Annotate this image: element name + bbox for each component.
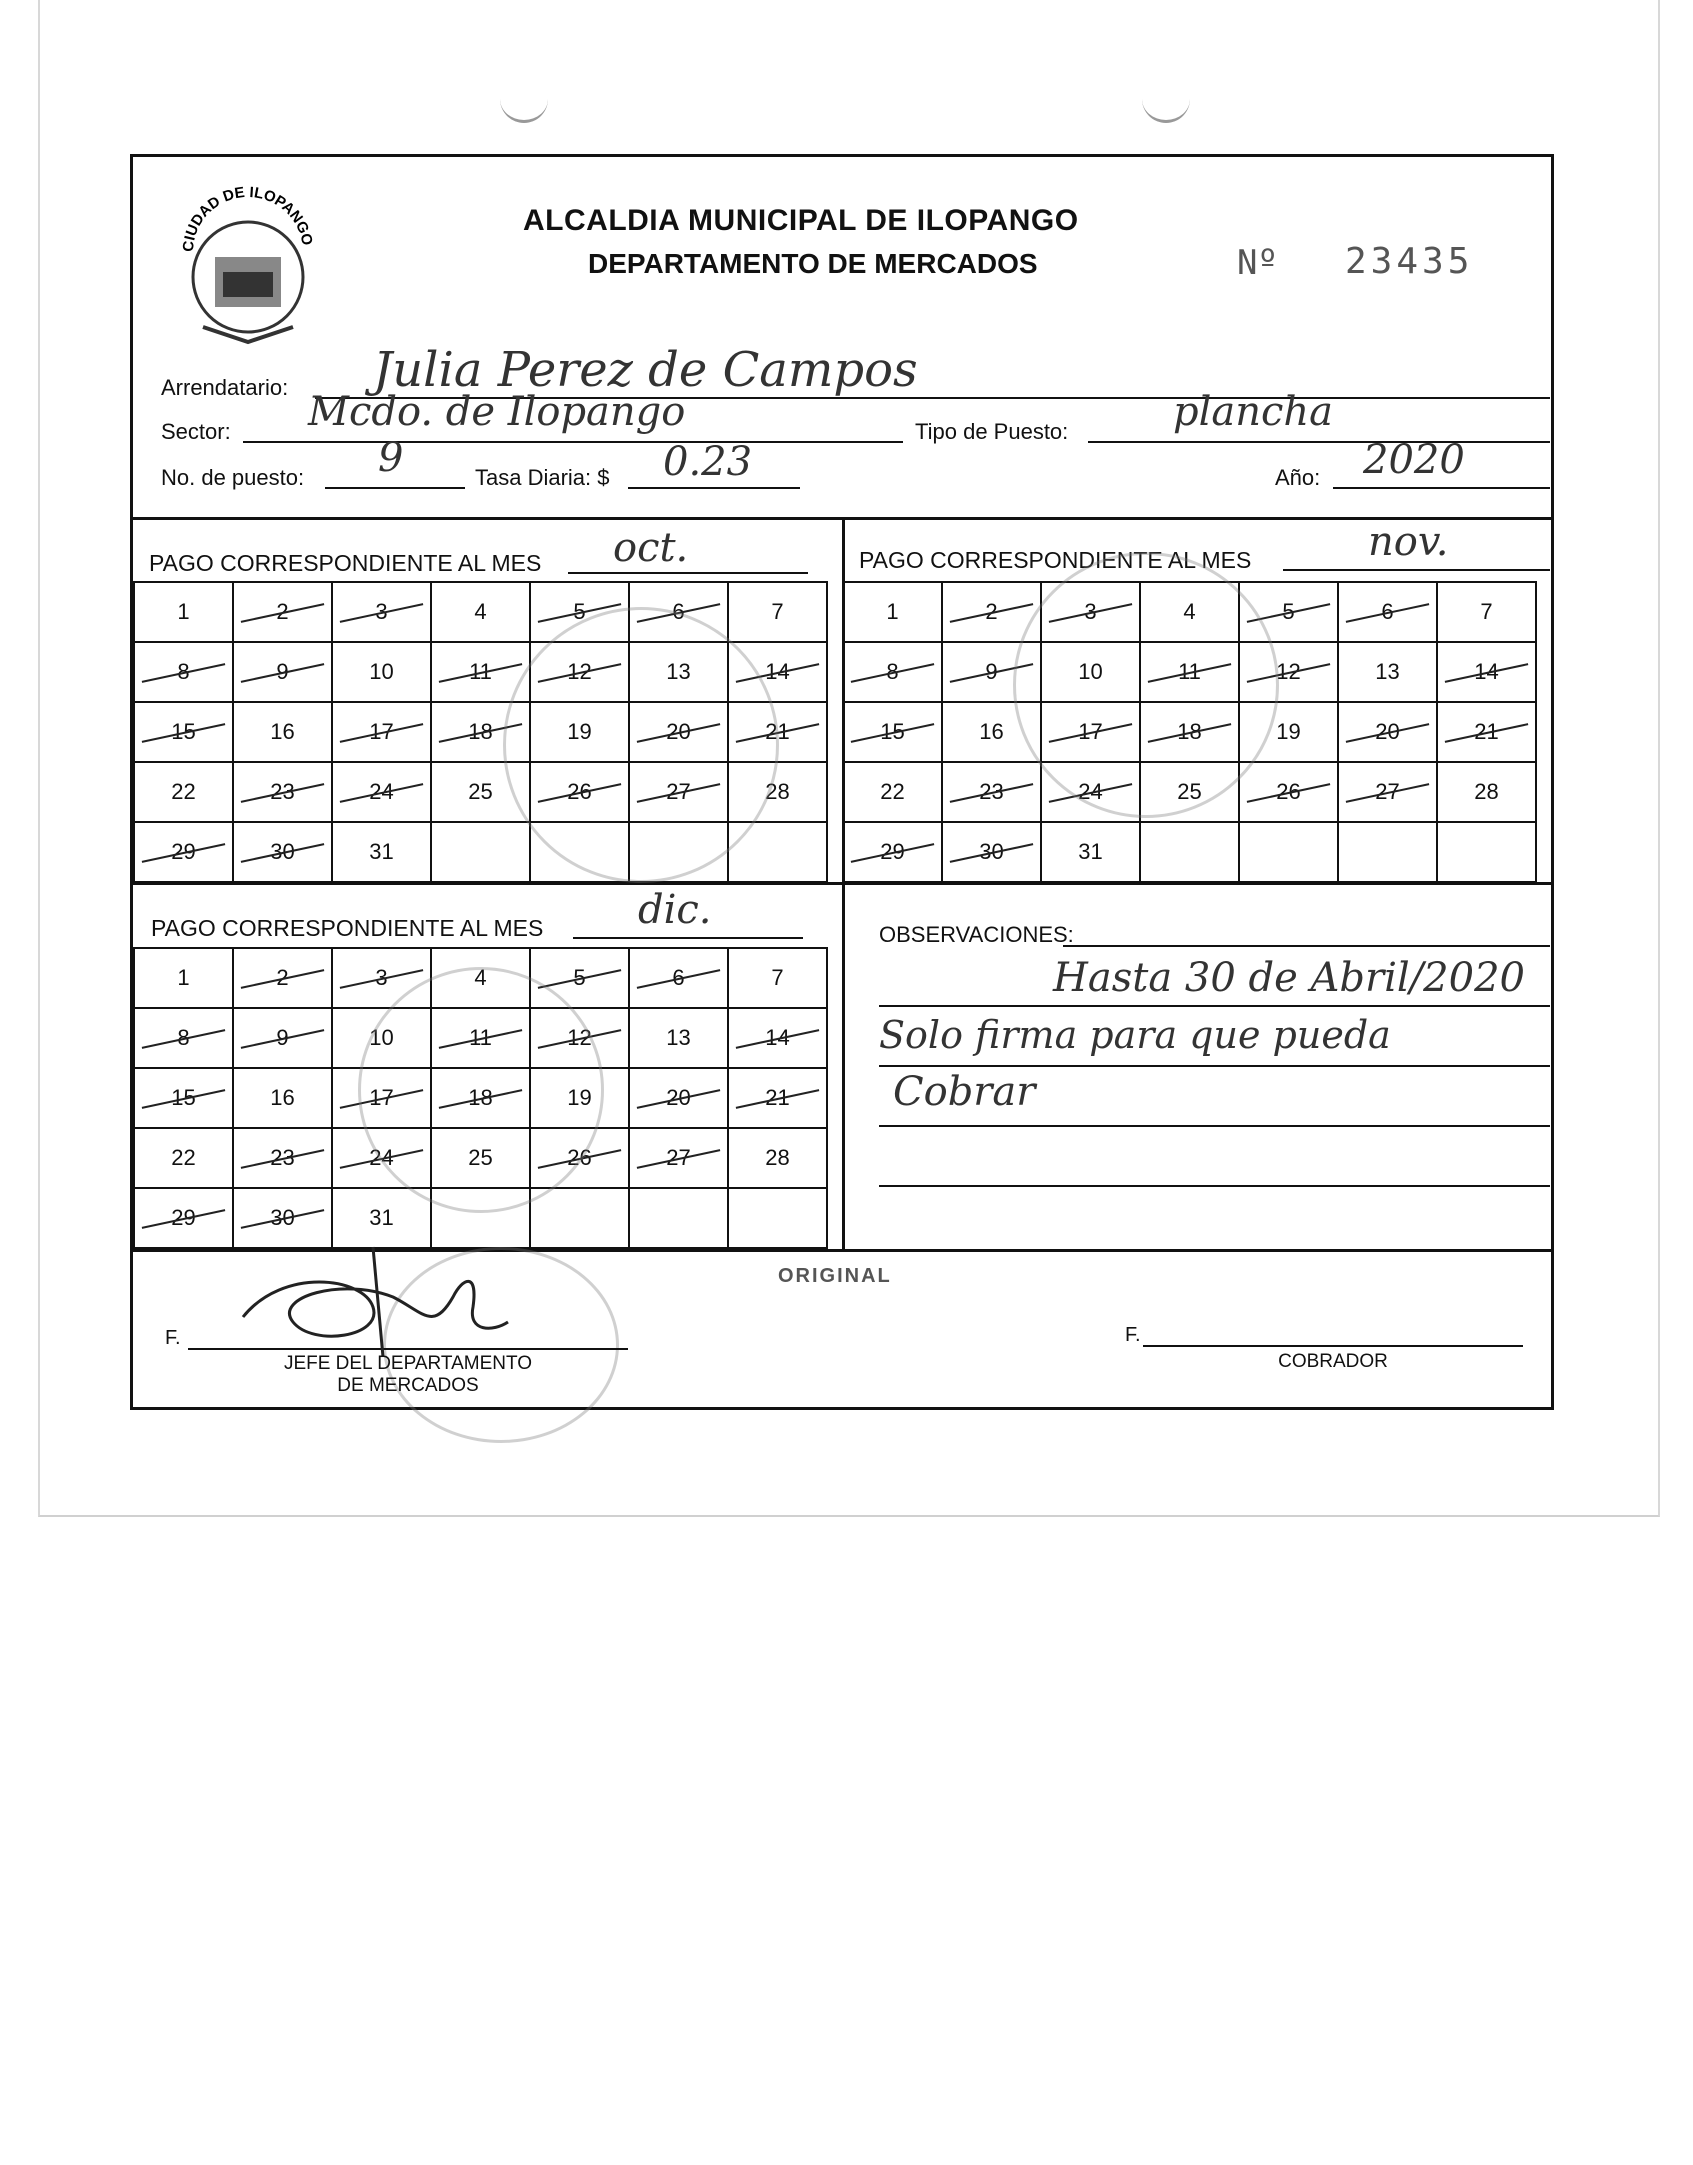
payment-mark (241, 1149, 325, 1169)
day-cell-oct-18: 18 (431, 702, 530, 762)
payment-mark (851, 723, 935, 743)
day-cell-oct-2: 2 (233, 582, 332, 642)
day-cell-oct-27: 27 (629, 762, 728, 822)
payment-mark (340, 603, 424, 623)
day-cell-nov-5: 5 (1239, 582, 1338, 642)
day-cell-dic-16: 16 (233, 1068, 332, 1128)
calendar-row (843, 822, 1536, 882)
day-cell-oct-11: 11 (431, 642, 530, 702)
day-cell-dic-14: 14 (728, 1008, 827, 1068)
puesto-label: No. de puesto: (161, 465, 305, 490)
day-cell-dic-9: 9 (233, 1008, 332, 1068)
payment-mark (439, 663, 523, 683)
day-cell-oct-4: 4 (431, 582, 530, 642)
day-cell-oct-23: 23 (233, 762, 332, 822)
day-cell-dic-18: 18 (431, 1068, 530, 1128)
ink-seal-nov (1013, 552, 1279, 818)
day-cell-dic-11: 11 (431, 1008, 530, 1068)
day-cell-nov-29: 29 (843, 822, 942, 882)
svg-text:CIUDAD DE ILOPANGO (180, 184, 316, 252)
day-cell-oct-22: 22 (134, 762, 233, 822)
day-cell-oct-1: 1 (134, 582, 233, 642)
ink-seal-dic (358, 967, 604, 1213)
tipo-puesto-label: Tipo de Puesto: (915, 419, 1069, 444)
sector-value: Mcdo. de Ilopango (308, 389, 686, 435)
receipt-number-label: Nº (1237, 243, 1278, 283)
day-cell-nov-20: 20 (1338, 702, 1437, 762)
payment-mark (637, 969, 721, 989)
day-cell-nov-24: 24 (1041, 762, 1140, 822)
day-cell-dic-17: 17 (332, 1068, 431, 1128)
payment-mark (1247, 783, 1331, 803)
day-cell-nov-2: 2 (942, 582, 1041, 642)
payment-mark (340, 969, 424, 989)
payment-mark (241, 843, 325, 863)
payment-mark (851, 663, 935, 683)
payment-mark (637, 1149, 721, 1169)
payment-mark (142, 1209, 226, 1229)
day-cell-oct-28: 28 (728, 762, 827, 822)
day-cell-nov-22: 22 (843, 762, 942, 822)
day-cell-nov-28: 28 (1437, 762, 1536, 822)
payment-mark (142, 1029, 226, 1049)
day-cell-nov-25: 25 (1140, 762, 1239, 822)
day-cell-oct-29: 29 (134, 822, 233, 882)
day-cell-empty (1239, 822, 1338, 882)
day-cell-dic-24: 24 (332, 1128, 431, 1188)
day-cell-dic-21: 21 (728, 1068, 827, 1128)
day-cell-dic-20: 20 (629, 1068, 728, 1128)
day-cell-dic-3: 3 (332, 948, 431, 1008)
obs-line-5 (879, 1185, 1550, 1187)
payment-mark (950, 783, 1034, 803)
month-value-oct: oct. (613, 525, 689, 571)
day-cell-nov-21: 21 (1437, 702, 1536, 762)
day-cell-oct-30: 30 (233, 822, 332, 882)
title-department: DEPARTAMENTO DE MERCADOS (588, 248, 1038, 279)
tasa-label: Tasa Diaria: $ (475, 465, 610, 490)
day-cell-dic-22: 22 (134, 1128, 233, 1188)
anio-underline (1333, 487, 1550, 489)
sector-label: Sector: (161, 419, 231, 444)
anio-value: 2020 (1363, 437, 1465, 483)
obs-line-2 (879, 1005, 1550, 1007)
payment-mark (637, 1089, 721, 1109)
day-cell-nov-6: 6 (1338, 582, 1437, 642)
day-cell-oct-17: 17 (332, 702, 431, 762)
day-cell-empty (1338, 822, 1437, 882)
day-cell-oct-31: 31 (332, 822, 431, 882)
day-cell-oct-3: 3 (332, 582, 431, 642)
day-cell-oct-19: 19 (530, 702, 629, 762)
day-cell-dic-1: 1 (134, 948, 233, 1008)
payment-mark (241, 783, 325, 803)
day-cell-dic-23: 23 (233, 1128, 332, 1188)
day-cell-oct-25: 25 (431, 762, 530, 822)
day-cell-nov-26: 26 (1239, 762, 1338, 822)
day-cell-dic-29: 29 (134, 1188, 233, 1248)
day-cell-oct-20: 20 (629, 702, 728, 762)
rental-receipt-form (130, 154, 1554, 1410)
month-value-dic: dic. (638, 887, 712, 933)
tipo-puesto-underline (1088, 441, 1550, 443)
month-label-dic: PAGO CORRESPONDIENTE AL MES (151, 915, 544, 941)
day-cell-dic-6: 6 (629, 948, 728, 1008)
day-cell-oct-6: 6 (629, 582, 728, 642)
day-cell-oct-21: 21 (728, 702, 827, 762)
observacion-line-3: Cobrar (893, 1069, 1036, 1115)
puesto-underline (325, 487, 465, 489)
day-cell-dic-13: 13 (629, 1008, 728, 1068)
tasa-underline (628, 487, 800, 489)
day-cell-dic-25: 25 (431, 1128, 530, 1188)
payment-mark (950, 603, 1034, 623)
day-cell-nov-30: 30 (942, 822, 1041, 882)
day-cell-dic-2: 2 (233, 948, 332, 1008)
signature-line-cobrador (1143, 1345, 1523, 1347)
day-cell-dic-31: 31 (332, 1188, 431, 1248)
day-cell-nov-17: 17 (1041, 702, 1140, 762)
calendar-row (134, 582, 827, 642)
day-cell-dic-30: 30 (233, 1188, 332, 1248)
day-cell-nov-13: 13 (1338, 642, 1437, 702)
payment-mark (950, 843, 1034, 863)
day-cell-dic-4: 4 (431, 948, 530, 1008)
month-underline-oct (568, 572, 808, 574)
payment-mark (340, 783, 424, 803)
payment-mark (241, 663, 325, 683)
jefe-label-line2: DE MERCADOS (337, 1375, 479, 1396)
observacion-line-1: Hasta 30 de Abril/2020 (1053, 955, 1525, 1001)
day-cell-nov-4: 4 (1140, 582, 1239, 642)
day-cell-empty (1437, 822, 1536, 882)
payment-mark (736, 1089, 820, 1109)
payment-mark (340, 723, 424, 743)
day-cell-oct-15: 15 (134, 702, 233, 762)
obs-line-4 (879, 1125, 1550, 1127)
day-cell-nov-12: 12 (1239, 642, 1338, 702)
payment-mark (1346, 723, 1430, 743)
day-cell-nov-8: 8 (843, 642, 942, 702)
arrendatario-value: Julia Perez de Campos (373, 342, 918, 398)
payment-mark (142, 663, 226, 683)
day-cell-empty (1140, 822, 1239, 882)
payment-mark (1346, 783, 1430, 803)
jefe-label-line1: JEFE DEL DEPARTAMENTO (283, 1353, 533, 1374)
observaciones-label: OBSERVACIONES: (879, 922, 1074, 947)
day-cell-dic-12: 12 (530, 1008, 629, 1068)
day-cell-empty (530, 1188, 629, 1248)
day-cell-nov-7: 7 (1437, 582, 1536, 642)
day-cell-empty (629, 1188, 728, 1248)
day-cell-dic-7: 7 (728, 948, 827, 1008)
payment-mark (538, 969, 622, 989)
seal-text: CIUDAD DE ILOPANGO (179, 183, 316, 253)
day-cell-empty (728, 1188, 827, 1248)
day-cell-nov-9: 9 (942, 642, 1041, 702)
month-underline-dic (573, 937, 803, 939)
tipo-puesto-value: plancha (1173, 389, 1334, 435)
day-cell-nov-3: 3 (1041, 582, 1140, 642)
month-label-oct: PAGO CORRESPONDIENTE AL MES (149, 550, 542, 576)
payment-mark (142, 843, 226, 863)
month-value-nov: nov. (1368, 519, 1449, 565)
day-cell-nov-11: 11 (1140, 642, 1239, 702)
day-cell-nov-19: 19 (1239, 702, 1338, 762)
day-cell-oct-16: 16 (233, 702, 332, 762)
payment-mark (1445, 723, 1529, 743)
signature-f-left: F. (165, 1327, 181, 1349)
day-cell-oct-12: 12 (530, 642, 629, 702)
day-cell-dic-10: 10 (332, 1008, 431, 1068)
payment-mark (142, 723, 226, 743)
day-cell-nov-18: 18 (1140, 702, 1239, 762)
day-cell-nov-10: 10 (1041, 642, 1140, 702)
anio-label: Año: (1275, 465, 1321, 490)
day-cell-dic-19: 19 (530, 1068, 629, 1128)
day-cell-oct-24: 24 (332, 762, 431, 822)
signature-f-right: F. (1125, 1324, 1141, 1346)
receipt-number: 23435 (1345, 241, 1474, 282)
day-cell-oct-7: 7 (728, 582, 827, 642)
day-cell-dic-27: 27 (629, 1128, 728, 1188)
day-cell-nov-15: 15 (843, 702, 942, 762)
payment-mark (241, 1209, 325, 1229)
payment-mark (736, 1029, 820, 1049)
municipal-seal-logo (173, 177, 323, 347)
day-cell-dic-26: 26 (530, 1128, 629, 1188)
day-cell-oct-5: 5 (530, 582, 629, 642)
handwritten-signature (223, 1237, 513, 1367)
day-cell-oct-8: 8 (134, 642, 233, 702)
day-cell-oct-10: 10 (332, 642, 431, 702)
month-label-nov: PAGO CORRESPONDIENTE AL MES (859, 547, 1252, 573)
payment-mark (1445, 663, 1529, 683)
day-cell-oct-14: 14 (728, 642, 827, 702)
tasa-value: 0.23 (663, 439, 753, 485)
cobrador-label: COBRADOR (1278, 1351, 1388, 1372)
observacion-line-2: Solo firma para que pueda (879, 1013, 1391, 1057)
puesto-value: 9 (378, 435, 404, 481)
day-cell-nov-16: 16 (942, 702, 1041, 762)
month-underline-nov (1283, 569, 1550, 571)
payment-mark (851, 843, 935, 863)
payment-mark (241, 603, 325, 623)
day-cell-dic-15: 15 (134, 1068, 233, 1128)
obs-line-3 (879, 1065, 1550, 1067)
day-cell-nov-31: 31 (1041, 822, 1140, 882)
ink-seal-oct (503, 607, 779, 883)
title-municipality: ALCALDIA MUNICIPAL DE ILOPANGO (523, 204, 1079, 237)
day-cell-dic-28: 28 (728, 1128, 827, 1188)
day-cell-nov-23: 23 (942, 762, 1041, 822)
payment-mark (1346, 603, 1430, 623)
day-cell-dic-8: 8 (134, 1008, 233, 1068)
day-cell-nov-14: 14 (1437, 642, 1536, 702)
original-label: ORIGINAL (778, 1265, 892, 1287)
day-cell-nov-27: 27 (1338, 762, 1437, 822)
obs-line-1 (1063, 945, 1550, 947)
sector-underline (243, 441, 903, 443)
payment-mark (241, 1029, 325, 1049)
day-cell-empty (431, 822, 530, 882)
payment-mark (241, 969, 325, 989)
day-cell-nov-1: 1 (843, 582, 942, 642)
day-cell-oct-9: 9 (233, 642, 332, 702)
day-cell-dic-5: 5 (530, 948, 629, 1008)
arrendatario-label: Arrendatario: (161, 375, 289, 400)
payment-mark (142, 1089, 226, 1109)
day-cell-oct-13: 13 (629, 642, 728, 702)
day-cell-oct-26: 26 (530, 762, 629, 822)
